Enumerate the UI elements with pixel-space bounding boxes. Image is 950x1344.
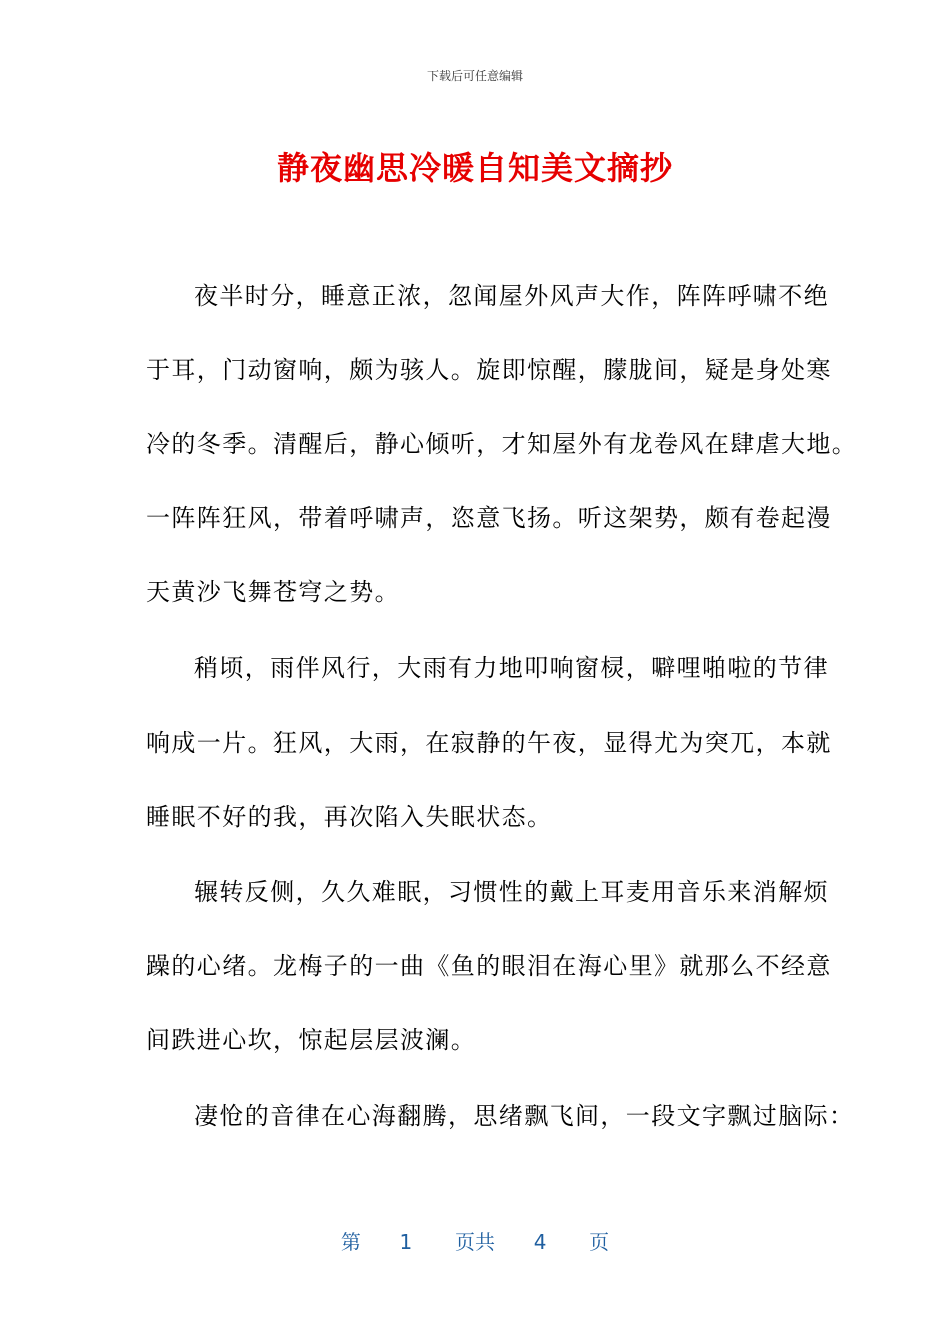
body-line: 冷的冬季。清醒后，静心倾听，才知屋外有龙卷风在肆虐大地。 [146, 430, 858, 458]
page-footer [0, 1226, 950, 1255]
body-line: 响成一片。狂风，大雨，在寂静的午夜，显得尤为突兀，本就 [146, 729, 832, 757]
body-line: 于耳，门动窗响，颇为骇人。旋即惊醒，朦胧间，疑是身处寒 [146, 356, 832, 384]
body-line: 夜半时分，睡意正浓，忽闻屋外风声大作，阵阵呼啸不绝 [194, 282, 829, 310]
current-page-number: 1 [399, 1230, 413, 1254]
body-line: 躁的心绪。龙梅子的一曲《鱼的眼泪在海心里》就那么不经意 [146, 952, 832, 980]
body-line: 稍顷，雨伴风行，大雨有力地叩响窗棂，噼哩啪啦的节律 [194, 654, 829, 682]
page-title: 静夜幽思冷暖自知美文摘抄 [276, 149, 673, 187]
body-line: 一阵阵狂风，带着呼啸声，恣意飞扬。听这架势，颇有卷起漫 [146, 504, 832, 532]
page-label-mid: 页共 [455, 1230, 495, 1254]
body-line: 辗转反侧，久久难眠，习惯性的戴上耳麦用音乐来消解烦 [194, 878, 829, 906]
page-label-prefix: 第 [340, 1230, 361, 1254]
body-line: 睡眠不好的我，再次陷入失眠状态。 [146, 803, 553, 831]
body-line: 凄怆的音律在心海翻腾，思绪飘飞间，一段文字飘过脑际： [194, 1102, 855, 1130]
body-line: 天黄沙飞舞苍穹之势。 [146, 578, 400, 606]
body-line: 间跌进心坎，惊起层层波澜。 [146, 1026, 477, 1054]
header-note: 下载后可任意编辑 [426, 69, 523, 83]
total-pages-number: 4 [533, 1230, 547, 1254]
page-label-suffix: 页 [589, 1230, 610, 1254]
